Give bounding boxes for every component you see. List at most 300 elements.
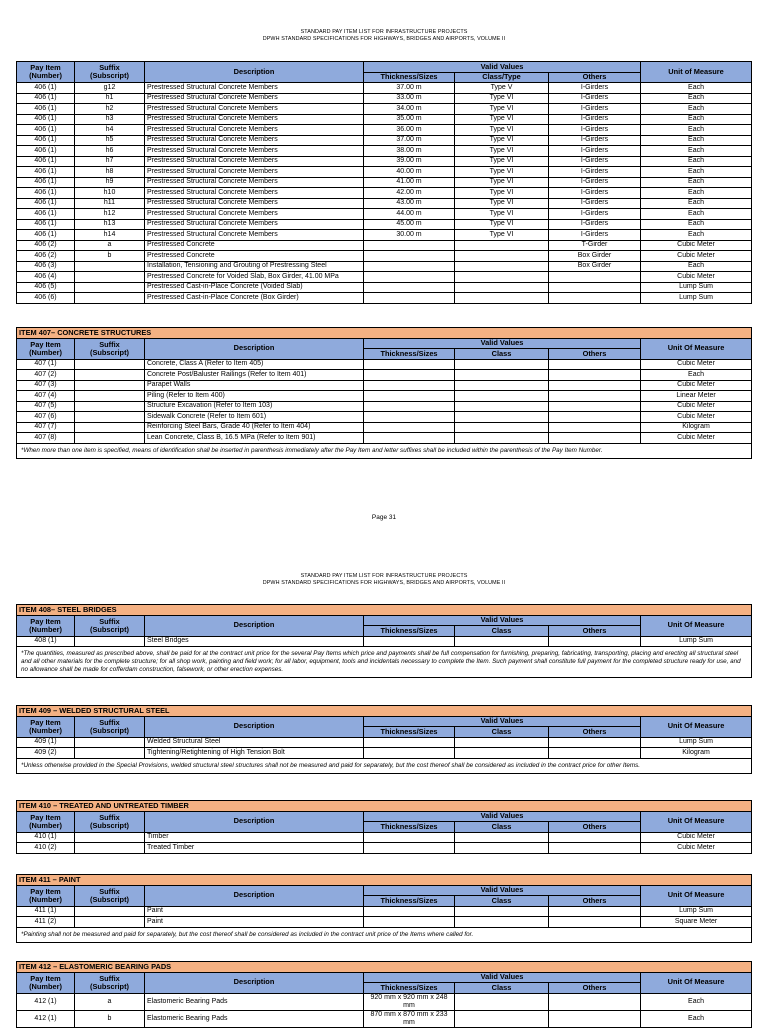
- col-valid-values: Valid Values: [364, 885, 641, 896]
- col-suffix: Suffix (Subscript): [75, 615, 145, 636]
- suffix-cell: [75, 737, 145, 748]
- table-row: [17, 282, 752, 293]
- class-cell: [455, 370, 549, 381]
- unit-cell: Each: [641, 83, 752, 94]
- class-cell: Type VI: [455, 146, 549, 157]
- class-cell: [455, 917, 549, 928]
- pay-item-cell: 411 (1): [17, 906, 75, 917]
- table-row: [17, 125, 752, 136]
- thickness-cell: [364, 636, 455, 647]
- description-cell: Prestressed Structural Concrete Members: [145, 146, 364, 157]
- class-cell: [455, 737, 549, 748]
- col-class: Class: [455, 983, 549, 994]
- col-unit: Unit Of Measure: [641, 972, 752, 993]
- class-cell: Type VI: [455, 167, 549, 178]
- suffix-cell: h5: [75, 135, 145, 146]
- section-title: ITEM 409 – WELDED STRUCTURAL STEEL: [17, 706, 752, 717]
- col-class-type: Class/Type: [455, 72, 549, 83]
- description-cell: Prestressed Cast-in-Place Concrete (Box Girder): [145, 293, 364, 304]
- col-pay-item: Pay Item (Number): [17, 811, 75, 832]
- thickness-cell: [364, 251, 455, 262]
- footnote: *The quantities, measured as prescribed above, shall be paid for at the contract unit price for the several Pay Items which price and payments shall be full compensation for furnishing, preparing, fabricating, transporting, placing and erecting all structural steel and all other materials for the complete structure; for all shop work, painting and field work; for all labor, equipment, tools and incidentals necessary to complete the Item. Such payment shall constitute full payment for the completed structure ready for use, and no allowance shall be made for cofferdam construction, falsework, or other erection expenses.: [17, 647, 752, 678]
- document-header-line2: DPWH STANDARD SPECIFICATIONS FOR HIGHWAYS, BRIDGES AND AIRPORTS, VOLUME II: [262, 580, 506, 586]
- others-cell: I-Girders: [549, 209, 641, 220]
- pay-item-cell: 406 (1): [17, 104, 75, 115]
- description-cell: Prestressed Structural Concrete Members: [145, 198, 364, 209]
- table-row: [17, 293, 752, 304]
- others-cell: [549, 636, 641, 647]
- thickness-cell: [364, 412, 455, 423]
- document-header: [0, 573, 768, 587]
- table-row: [17, 209, 752, 220]
- table-row: [17, 748, 752, 759]
- thickness-cell: [364, 401, 455, 412]
- item-406-table: [16, 61, 752, 304]
- class-cell: [455, 380, 549, 391]
- pay-item-cell: 406 (1): [17, 135, 75, 146]
- thickness-cell: [364, 433, 455, 444]
- unit-cell: Square Meter: [641, 917, 752, 928]
- description-cell: Reinforcing Steel Bars, Grade 40 (Refer to Item 404): [145, 422, 364, 433]
- suffix-cell: h4: [75, 125, 145, 136]
- section-title: ITEM 407– CONCRETE STRUCTURES: [17, 328, 752, 339]
- suffix-cell: h6: [75, 146, 145, 157]
- col-others: Others: [549, 983, 641, 994]
- unit-cell: Cubic Meter: [641, 843, 752, 854]
- suffix-cell: h3: [75, 114, 145, 125]
- unit-cell: Cubic Meter: [641, 380, 752, 391]
- description-cell: Prestressed Structural Concrete Members: [145, 230, 364, 241]
- others-cell: I-Girders: [549, 104, 641, 115]
- col-unit: Unit Of Measure: [641, 338, 752, 359]
- pay-item-cell: 406 (1): [17, 230, 75, 241]
- others-cell: [549, 422, 641, 433]
- unit-cell: Cubic Meter: [641, 832, 752, 843]
- description-cell: Prestressed Structural Concrete Members: [145, 177, 364, 188]
- class-cell: Type VI: [455, 125, 549, 136]
- class-cell: Type VI: [455, 230, 549, 241]
- class-cell: [455, 240, 549, 251]
- col-valid-values: Valid Values: [364, 972, 641, 983]
- others-cell: [549, 401, 641, 412]
- thickness-cell: 37.00 m: [364, 83, 455, 94]
- suffix-cell: [75, 282, 145, 293]
- table-row: [17, 412, 752, 423]
- table-row: [17, 391, 752, 402]
- unit-cell: Each: [641, 156, 752, 167]
- thickness-cell: 920 mm x 920 mm x 248 mm: [364, 993, 455, 1010]
- table-row: [17, 906, 752, 917]
- table-row: [17, 251, 752, 262]
- pay-item-cell: 406 (1): [17, 156, 75, 167]
- thickness-cell: [364, 261, 455, 272]
- item-412-table: [16, 961, 752, 1028]
- pay-item-cell: 406 (2): [17, 240, 75, 251]
- description-cell: Elastomeric Bearing Pads: [145, 993, 364, 1010]
- table-row: [17, 219, 752, 230]
- col-description: Description: [145, 716, 364, 737]
- col-thickness: Thickness/Sizes: [364, 822, 455, 833]
- suffix-cell: h9: [75, 177, 145, 188]
- item-410-table: [16, 800, 752, 854]
- thickness-cell: [364, 370, 455, 381]
- thickness-cell: [364, 359, 455, 370]
- col-description: Description: [145, 811, 364, 832]
- description-cell: Concrete, Class A (Refer to Item 405): [145, 359, 364, 370]
- pay-item-cell: 406 (3): [17, 261, 75, 272]
- unit-cell: Each: [641, 370, 752, 381]
- others-cell: [549, 412, 641, 423]
- pay-item-cell: 409 (2): [17, 748, 75, 759]
- description-cell: Prestressed Structural Concrete Members: [145, 93, 364, 104]
- thickness-cell: 45.00 m: [364, 219, 455, 230]
- class-cell: Type VI: [455, 135, 549, 146]
- suffix-cell: [75, 401, 145, 412]
- suffix-cell: h2: [75, 104, 145, 115]
- item-412-rows: [17, 993, 752, 1027]
- table-row: [17, 359, 752, 370]
- pay-item-cell: 407 (4): [17, 391, 75, 402]
- pay-item-cell: 406 (1): [17, 146, 75, 157]
- description-cell: Prestressed Concrete for Voided Slab, Box Girder, 41.00 MPa: [145, 272, 364, 283]
- class-cell: Type VI: [455, 156, 549, 167]
- class-cell: [455, 1010, 549, 1027]
- suffix-cell: h12: [75, 209, 145, 220]
- class-cell: [455, 843, 549, 854]
- pay-item-cell: 406 (4): [17, 272, 75, 283]
- page-number: Page 31: [371, 514, 397, 521]
- table-row: [17, 156, 752, 167]
- document-header: [0, 29, 768, 43]
- suffix-cell: a: [75, 240, 145, 251]
- thickness-cell: [364, 748, 455, 759]
- suffix-cell: h11: [75, 198, 145, 209]
- thickness-cell: 870 mm x 870 mm x 233 mm: [364, 1010, 455, 1027]
- item-410-rows: [17, 832, 752, 853]
- col-class: Class: [455, 626, 549, 637]
- table-row: [17, 832, 752, 843]
- description-cell: Steel Bridges: [145, 636, 364, 647]
- thickness-cell: 35.00 m: [364, 114, 455, 125]
- table-row: [17, 104, 752, 115]
- col-unit: Unit Of Measure: [641, 885, 752, 906]
- suffix-cell: h14: [75, 230, 145, 241]
- others-cell: I-Girders: [549, 219, 641, 230]
- suffix-cell: [75, 748, 145, 759]
- unit-cell: Each: [641, 198, 752, 209]
- col-class: Class: [455, 727, 549, 738]
- col-unit: Unit Of Measure: [641, 615, 752, 636]
- col-suffix: Suffix (Subscript): [75, 62, 145, 83]
- col-description: Description: [145, 885, 364, 906]
- col-valid-values: Valid Values: [364, 615, 641, 626]
- others-cell: [549, 370, 641, 381]
- description-cell: Prestressed Structural Concrete Members: [145, 167, 364, 178]
- pay-item-cell: 407 (7): [17, 422, 75, 433]
- col-others: Others: [549, 896, 641, 907]
- pay-item-cell: 407 (6): [17, 412, 75, 423]
- pay-item-cell: 406 (1): [17, 177, 75, 188]
- item-407-rows: [17, 359, 752, 443]
- description-cell: Prestressed Concrete: [145, 240, 364, 251]
- pay-item-cell: 410 (2): [17, 843, 75, 854]
- pay-item-cell: 407 (5): [17, 401, 75, 412]
- footnote: *When more than one item is specified, means of identification shall be inserted in parenthesis immediately after the Pay Item and letter suffixes shall be included within the parenthesis of the Pay Item Number.: [17, 443, 752, 458]
- others-cell: [549, 380, 641, 391]
- col-pay-item: Pay Item (Number): [17, 972, 75, 993]
- col-class: Class: [455, 349, 549, 360]
- unit-cell: Lump Sum: [641, 737, 752, 748]
- footnote: *Unless otherwise provided in the Special Provisions, welded structural steel structures shall not be measured and paid for separately, but the cost thereof shall be considered as included in the contract price for other Items.: [17, 758, 752, 773]
- others-cell: I-Girders: [549, 230, 641, 241]
- col-suffix: Suffix (Subscript): [75, 885, 145, 906]
- col-valid-values: Valid Values: [364, 62, 641, 73]
- unit-cell: Each: [641, 104, 752, 115]
- col-thickness: Thickness/Sizes: [364, 349, 455, 360]
- others-cell: Box Girder: [549, 251, 641, 262]
- pay-item-cell: 407 (2): [17, 370, 75, 381]
- thickness-cell: [364, 293, 455, 304]
- col-others: Others: [549, 72, 641, 83]
- col-unit: Unit Of Measure: [641, 811, 752, 832]
- col-valid-values: Valid Values: [364, 811, 641, 822]
- unit-cell: Cubic Meter: [641, 433, 752, 444]
- pay-item-cell: 406 (1): [17, 209, 75, 220]
- description-cell: Welded Structural Steel: [145, 737, 364, 748]
- description-cell: Elastomeric Bearing Pads: [145, 1010, 364, 1027]
- unit-cell: Lump Sum: [641, 293, 752, 304]
- class-cell: [455, 993, 549, 1010]
- class-cell: Type VI: [455, 198, 549, 209]
- col-thickness: Thickness/Sizes: [364, 983, 455, 994]
- others-cell: T-Girder: [549, 240, 641, 251]
- thickness-cell: 43.00 m: [364, 198, 455, 209]
- col-pay-item: Pay Item (Number): [17, 338, 75, 359]
- table-row: [17, 422, 752, 433]
- description-cell: Structure Excavation (Refer to Item 103): [145, 401, 364, 412]
- col-unit: Unit of Measure: [641, 62, 752, 83]
- col-class: Class: [455, 822, 549, 833]
- unit-cell: Kilogram: [641, 422, 752, 433]
- table-row: [17, 83, 752, 94]
- col-pay-item: Pay Item (Number): [17, 615, 75, 636]
- suffix-cell: [75, 293, 145, 304]
- pay-item-cell: 406 (1): [17, 114, 75, 125]
- class-cell: [455, 422, 549, 433]
- unit-cell: Each: [641, 261, 752, 272]
- item-411-rows: [17, 906, 752, 927]
- suffix-cell: [75, 832, 145, 843]
- pay-item-cell: 406 (1): [17, 93, 75, 104]
- thickness-cell: [364, 380, 455, 391]
- table-row: [17, 135, 752, 146]
- col-thickness: Thickness/Sizes: [364, 72, 455, 83]
- class-cell: [455, 401, 549, 412]
- thickness-cell: 44.00 m: [364, 209, 455, 220]
- unit-cell: Each: [641, 1010, 752, 1027]
- class-cell: Type VI: [455, 104, 549, 115]
- table-row: [17, 272, 752, 283]
- unit-cell: Each: [641, 230, 752, 241]
- description-cell: Prestressed Structural Concrete Members: [145, 114, 364, 125]
- col-pay-item: Pay Item (Number): [17, 62, 75, 83]
- col-others: Others: [549, 626, 641, 637]
- description-cell: Prestressed Structural Concrete Members: [145, 219, 364, 230]
- table-row: [17, 993, 752, 1010]
- table-row: [17, 240, 752, 251]
- col-others: Others: [549, 727, 641, 738]
- pay-item-cell: 406 (1): [17, 167, 75, 178]
- table-row: [17, 146, 752, 157]
- unit-cell: Each: [641, 177, 752, 188]
- col-pay-item: Pay Item (Number): [17, 885, 75, 906]
- description-cell: Prestressed Structural Concrete Members: [145, 83, 364, 94]
- description-cell: Piling (Refer to Item 400): [145, 391, 364, 402]
- others-cell: [549, 906, 641, 917]
- unit-cell: Cubic Meter: [641, 412, 752, 423]
- thickness-cell: [364, 843, 455, 854]
- section-title: ITEM 412 – ELASTOMERIC BEARING PADS: [17, 962, 752, 973]
- others-cell: [549, 433, 641, 444]
- pay-item-cell: 406 (1): [17, 188, 75, 199]
- class-cell: Type VI: [455, 219, 549, 230]
- class-cell: [455, 261, 549, 272]
- pay-item-cell: 412 (1): [17, 993, 75, 1010]
- class-cell: Type VI: [455, 93, 549, 104]
- description-cell: Prestressed Concrete: [145, 251, 364, 262]
- table-row: [17, 167, 752, 178]
- column-header: [17, 62, 752, 83]
- suffix-cell: h10: [75, 188, 145, 199]
- unit-cell: Each: [641, 209, 752, 220]
- description-cell: Prestressed Structural Concrete Members: [145, 135, 364, 146]
- suffix-cell: h1: [75, 93, 145, 104]
- table-row: [17, 93, 752, 104]
- class-cell: [455, 748, 549, 759]
- description-cell: Timber: [145, 832, 364, 843]
- unit-cell: Each: [641, 114, 752, 125]
- unit-cell: Linear Meter: [641, 391, 752, 402]
- suffix-cell: [75, 412, 145, 423]
- others-cell: [549, 843, 641, 854]
- others-cell: I-Girders: [549, 156, 641, 167]
- pay-item-cell: 408 (1): [17, 636, 75, 647]
- thickness-cell: 38.00 m: [364, 146, 455, 157]
- suffix-cell: [75, 843, 145, 854]
- item-408-rows: [17, 636, 752, 647]
- description-cell: Treated Timber: [145, 843, 364, 854]
- description-cell: Prestressed Structural Concrete Members: [145, 188, 364, 199]
- table-row: [17, 261, 752, 272]
- others-cell: [549, 391, 641, 402]
- unit-cell: Cubic Meter: [641, 359, 752, 370]
- item-408-table: [16, 604, 752, 678]
- thickness-cell: 36.00 m: [364, 125, 455, 136]
- table-row: [17, 114, 752, 125]
- others-cell: [549, 993, 641, 1010]
- unit-cell: Cubic Meter: [641, 240, 752, 251]
- description-cell: Prestressed Structural Concrete Members: [145, 125, 364, 136]
- unit-cell: Lump Sum: [641, 636, 752, 647]
- suffix-cell: [75, 906, 145, 917]
- class-cell: [455, 282, 549, 293]
- table-row: [17, 636, 752, 647]
- col-suffix: Suffix (Subscript): [75, 716, 145, 737]
- unit-cell: Cubic Meter: [641, 272, 752, 283]
- class-cell: Type VI: [455, 209, 549, 220]
- class-cell: [455, 293, 549, 304]
- suffix-cell: b: [75, 1010, 145, 1027]
- thickness-cell: [364, 832, 455, 843]
- pay-item-cell: 411 (2): [17, 917, 75, 928]
- thickness-cell: [364, 737, 455, 748]
- description-cell: Prestressed Cast-in-Place Concrete (Voided Slab): [145, 282, 364, 293]
- thickness-cell: 34.00 m: [364, 104, 455, 115]
- suffix-cell: [75, 433, 145, 444]
- thickness-cell: [364, 917, 455, 928]
- class-cell: [455, 433, 549, 444]
- pay-item-cell: 407 (8): [17, 433, 75, 444]
- description-cell: Paint: [145, 917, 364, 928]
- class-cell: Type VI: [455, 177, 549, 188]
- section-title: ITEM 408– STEEL BRIDGES: [17, 605, 752, 616]
- others-cell: [549, 917, 641, 928]
- thickness-cell: 40.00 m: [364, 167, 455, 178]
- item-407-table: [16, 327, 752, 459]
- col-unit: Unit Of Measure: [641, 716, 752, 737]
- others-cell: I-Girders: [549, 135, 641, 146]
- table-row: [17, 177, 752, 188]
- description-cell: Concrete Post/Baluster Railings (Refer to Item 401): [145, 370, 364, 381]
- col-valid-values: Valid Values: [364, 338, 641, 349]
- unit-cell: Lump Sum: [641, 906, 752, 917]
- unit-cell: Cubic Meter: [641, 251, 752, 262]
- suffix-cell: [75, 261, 145, 272]
- suffix-cell: h7: [75, 156, 145, 167]
- item-411-table: [16, 874, 752, 943]
- table-row: [17, 198, 752, 209]
- thickness-cell: [364, 240, 455, 251]
- unit-cell: Each: [641, 188, 752, 199]
- class-cell: [455, 636, 549, 647]
- description-cell: Sidewalk Concrete (Refer to Item 601): [145, 412, 364, 423]
- class-cell: [455, 412, 549, 423]
- thickness-cell: 42.00 m: [364, 188, 455, 199]
- class-cell: [455, 906, 549, 917]
- unit-cell: Kilogram: [641, 748, 752, 759]
- table-row: [17, 370, 752, 381]
- description-cell: Paint: [145, 906, 364, 917]
- suffix-cell: h13: [75, 219, 145, 230]
- pay-item-cell: 410 (1): [17, 832, 75, 843]
- thickness-cell: [364, 282, 455, 293]
- pay-item-cell: 406 (2): [17, 251, 75, 262]
- description-cell: Prestressed Structural Concrete Members: [145, 156, 364, 167]
- description-cell: Prestressed Structural Concrete Members: [145, 104, 364, 115]
- section-title: ITEM 411 – PAINT: [17, 875, 752, 886]
- others-cell: I-Girders: [549, 167, 641, 178]
- thickness-cell: [364, 272, 455, 283]
- description-cell: Lean Concrete, Class B, 16.5 MPa (Refer to Item 901): [145, 433, 364, 444]
- suffix-cell: h8: [75, 167, 145, 178]
- col-class: Class: [455, 896, 549, 907]
- class-cell: [455, 359, 549, 370]
- others-cell: Box Girder: [549, 261, 641, 272]
- document-header-line1: STANDARD PAY ITEM LIST FOR INFRASTRUCTURE PROJECTS: [300, 29, 468, 35]
- others-cell: [549, 748, 641, 759]
- others-cell: I-Girders: [549, 146, 641, 157]
- pay-item-cell: 406 (1): [17, 83, 75, 94]
